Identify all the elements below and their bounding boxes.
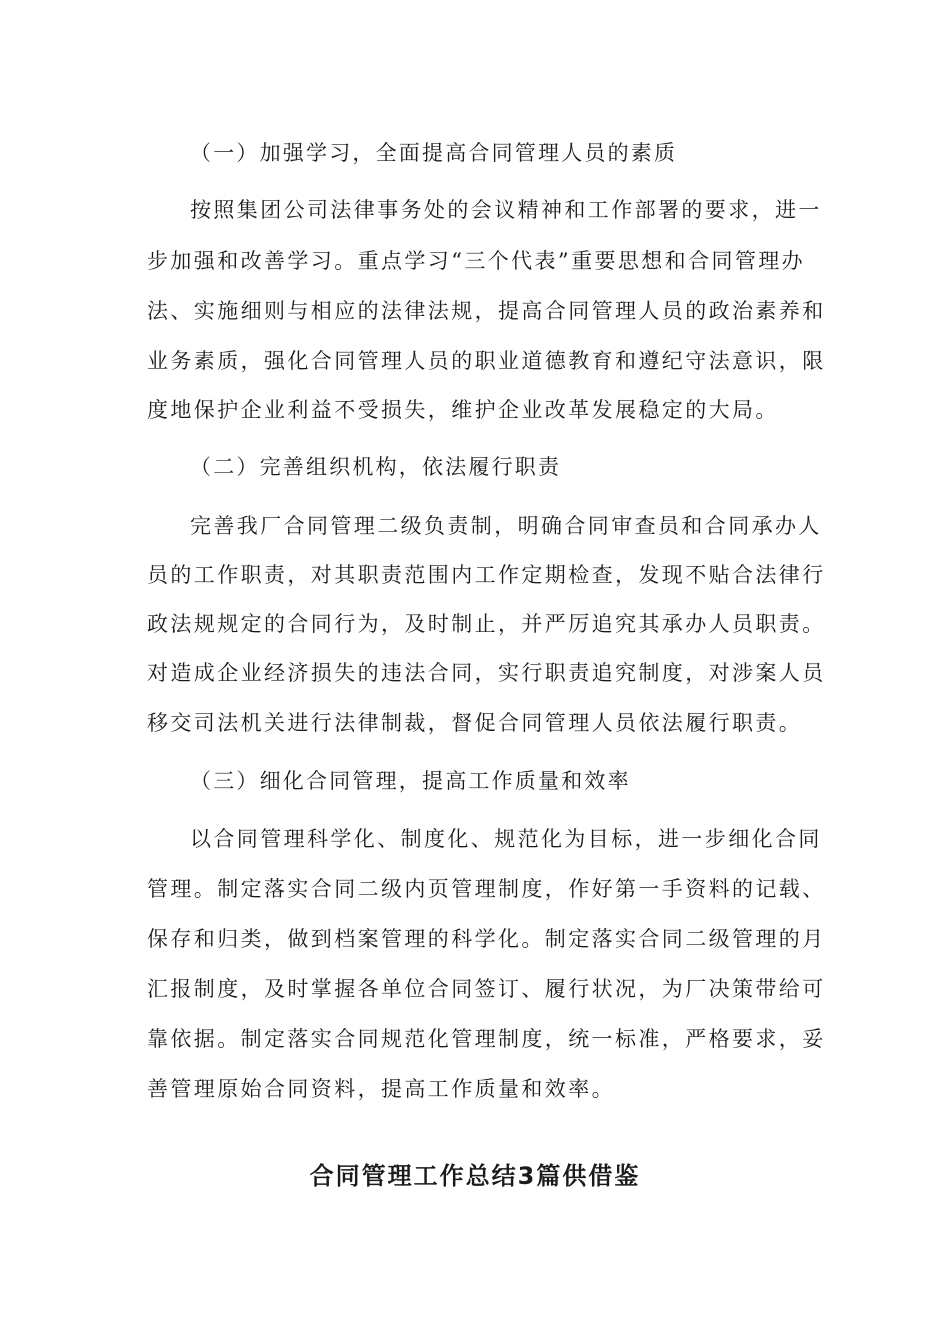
paragraph-line: 业务素质，强化合同管理人员的职业道德教育和遵纪守法意识，限 xyxy=(147,349,826,373)
paragraph-line: 按照集团公司法律事务处的会议精神和工作部署的要求，进一 xyxy=(190,198,822,222)
paragraph-line: 员的工作职责，对其职责范围内工作定期检查，发现不贴合法律行 xyxy=(147,563,826,587)
paragraph-line: 善管理原始合同资料，提高工作质量和效率。 xyxy=(147,1077,615,1101)
paragraph-line: 管理。制定落实合同二级内页管理制度，作好第一手资料的记载、 xyxy=(147,877,826,901)
document-title: 合同管理工作总结3篇供借鉴 xyxy=(309,1162,641,1190)
paragraph-line: 以合同管理科学化、制度化、规范化为目标，进一步细化合同 xyxy=(190,827,822,851)
paragraph-line: 政法规规定的合同行为，及时制止，并严厉追究其承办人员职责。 xyxy=(147,612,826,636)
paragraph-line: 靠依据。制定落实合同规范化管理制度，统一标准，严格要求，妥 xyxy=(147,1027,826,1051)
paragraph-line: 步加强和改善学习。重点学习“三个代表”重要思想和合同管理办 xyxy=(147,249,806,273)
paragraph-line: 对造成企业经济损失的违法合同，实行职责追究制度，对涉案人员 xyxy=(147,661,826,685)
paragraph-line: 汇报制度，及时掌握各单位合同签订、履行状况，为厂决策带给可 xyxy=(147,977,826,1001)
paragraph-line: 法、实施细则与相应的法律法规，提高合同管理人员的政治素养和 xyxy=(147,299,826,323)
paragraph-line: 完善我厂合同管理二级负责制，明确合同审查员和合同承办人 xyxy=(190,514,822,538)
section-heading-2: （二）完善组织机构，依法履行职责 xyxy=(190,455,562,479)
paragraph-line: 移交司法机关进行法律制裁，督促合同管理人员依法履行职责。 xyxy=(147,711,803,735)
paragraph-line: 度地保护企业利益不受损失，维护企业改革发展稳定的大局。 xyxy=(147,398,779,422)
section-heading-1: （一）加强学习，全面提高合同管理人员的素质 xyxy=(190,141,678,165)
paragraph-line: 保存和归类，做到档案管理的科学化。制定落实合同二级管理的月 xyxy=(147,927,826,951)
section-heading-3: （三）细化合同管理，提高工作质量和效率 xyxy=(190,769,631,793)
